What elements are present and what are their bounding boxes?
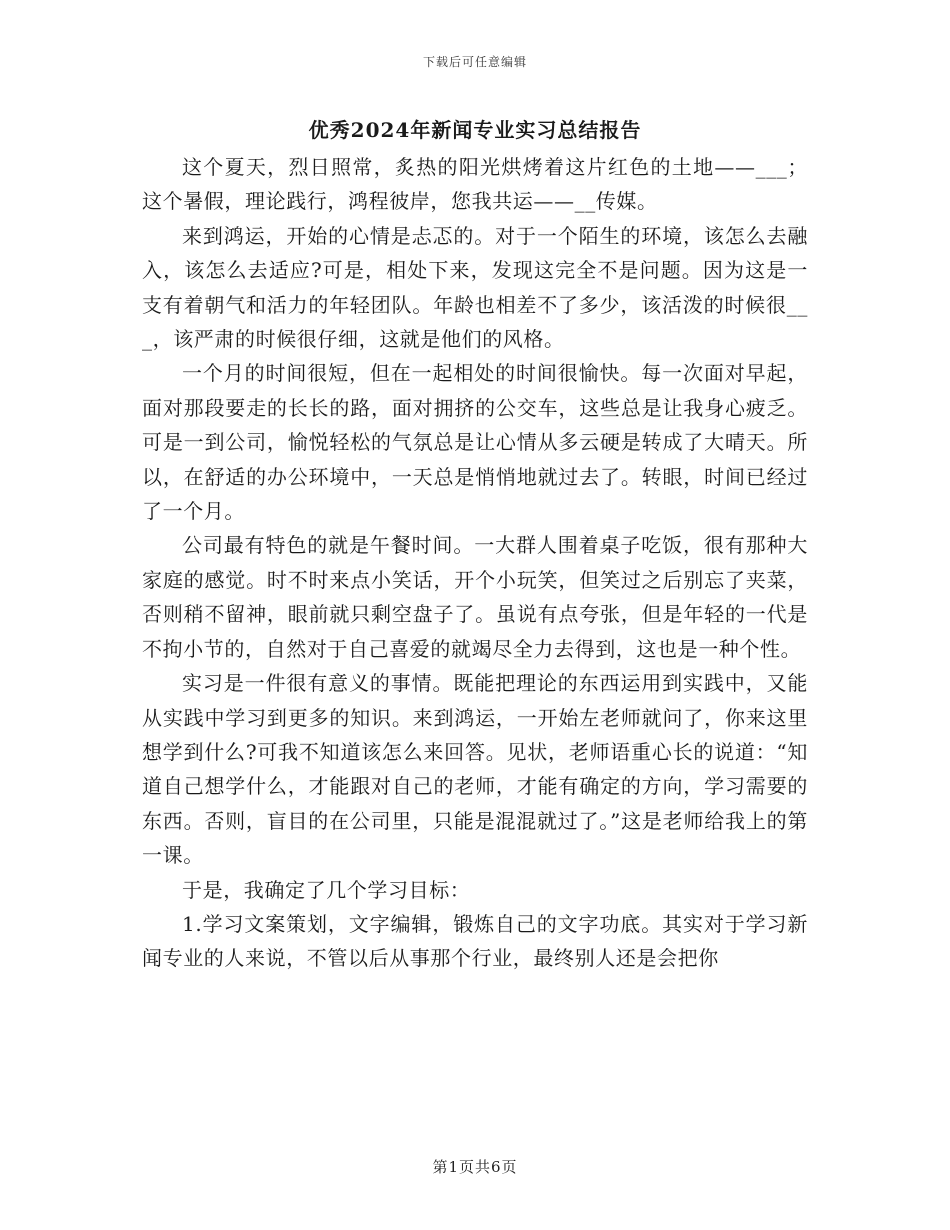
paragraph-3: 一个月的时间很短，但在一起相处的时间很愉快。每一次面对早起，面对那段要走的长长的路，面对拥挤的公交车，这些总是让我身心疲乏。可是一到公司，愉悦轻松的气氛总是让心情从多云硬是转成了大晴天。所以，在舒适的办公环境中，一天总是悄悄地就过去了。转眼，时间已经过了一个月。 [142, 361, 808, 524]
paragraph-2: 来到鸿运，开始的心情是忐忑的。对于一个陌生的环境，该怎么去融入，该怎么去适应?可是，相处下来，发现这完全不是问题。因为这是一支有着朝气和活力的年轻团队。年龄也相差不了多少，该活泼的时候很___，该严肃的时候很仔细，这就是他们的风格。 [142, 223, 808, 352]
paragraph-6: 于是，我确定了几个学习目标： [182, 877, 471, 902]
document-title: 优秀2024年新闻专业实习总结报告 [308, 118, 642, 142]
header-note: 下载后可任意编辑 [422, 55, 527, 69]
paragraph-5: 实习是一件很有意义的事情。既能把理论的东西运用到实践中，又能从实践中学习到更多的知识。来到鸿运，一开始左老师就问了，你来这里想学到什么?可我不知道该怎么来回答。见状，老师语重心长的说道：“知道自己想学什么，才能跟对自己的老师，才能有确定的方向，学习需要的东西。否则，盲目的在公司里，只能是混混就过了。”这是老师给我上的第一课。 [142, 671, 808, 868]
document-body [142, 150, 808, 976]
paragraph-1: 这个夏天，烈日照常，炙热的阳光烘烤着这片红色的土地——___；这个暑假，理论践行，鸿程彼岸，您我共运——__传媒。 [142, 155, 808, 214]
paragraph-4: 公司最有特色的就是午餐时间。一大群人围着桌子吃饭，很有那种大家庭的感觉。时不时来点小笑话，开个小玩笑，但笑过之后别忘了夹菜，否则稍不留神，眼前就只剩空盘子了。虽说有点夸张，但是年轻的一代是不拘小节的，自然对于自己喜爱的就竭尽全力去得到，这也是一种个性。 [142, 533, 808, 661]
page-number: 第1页共6页 [432, 1158, 518, 1176]
paragraph-7: 1.学习文案策划，文字编辑，锻炼自己的文字功底。其实对于学习新闻专业的人来说，不管以后从事那个行业，最终别人还是会把你 [142, 911, 808, 971]
